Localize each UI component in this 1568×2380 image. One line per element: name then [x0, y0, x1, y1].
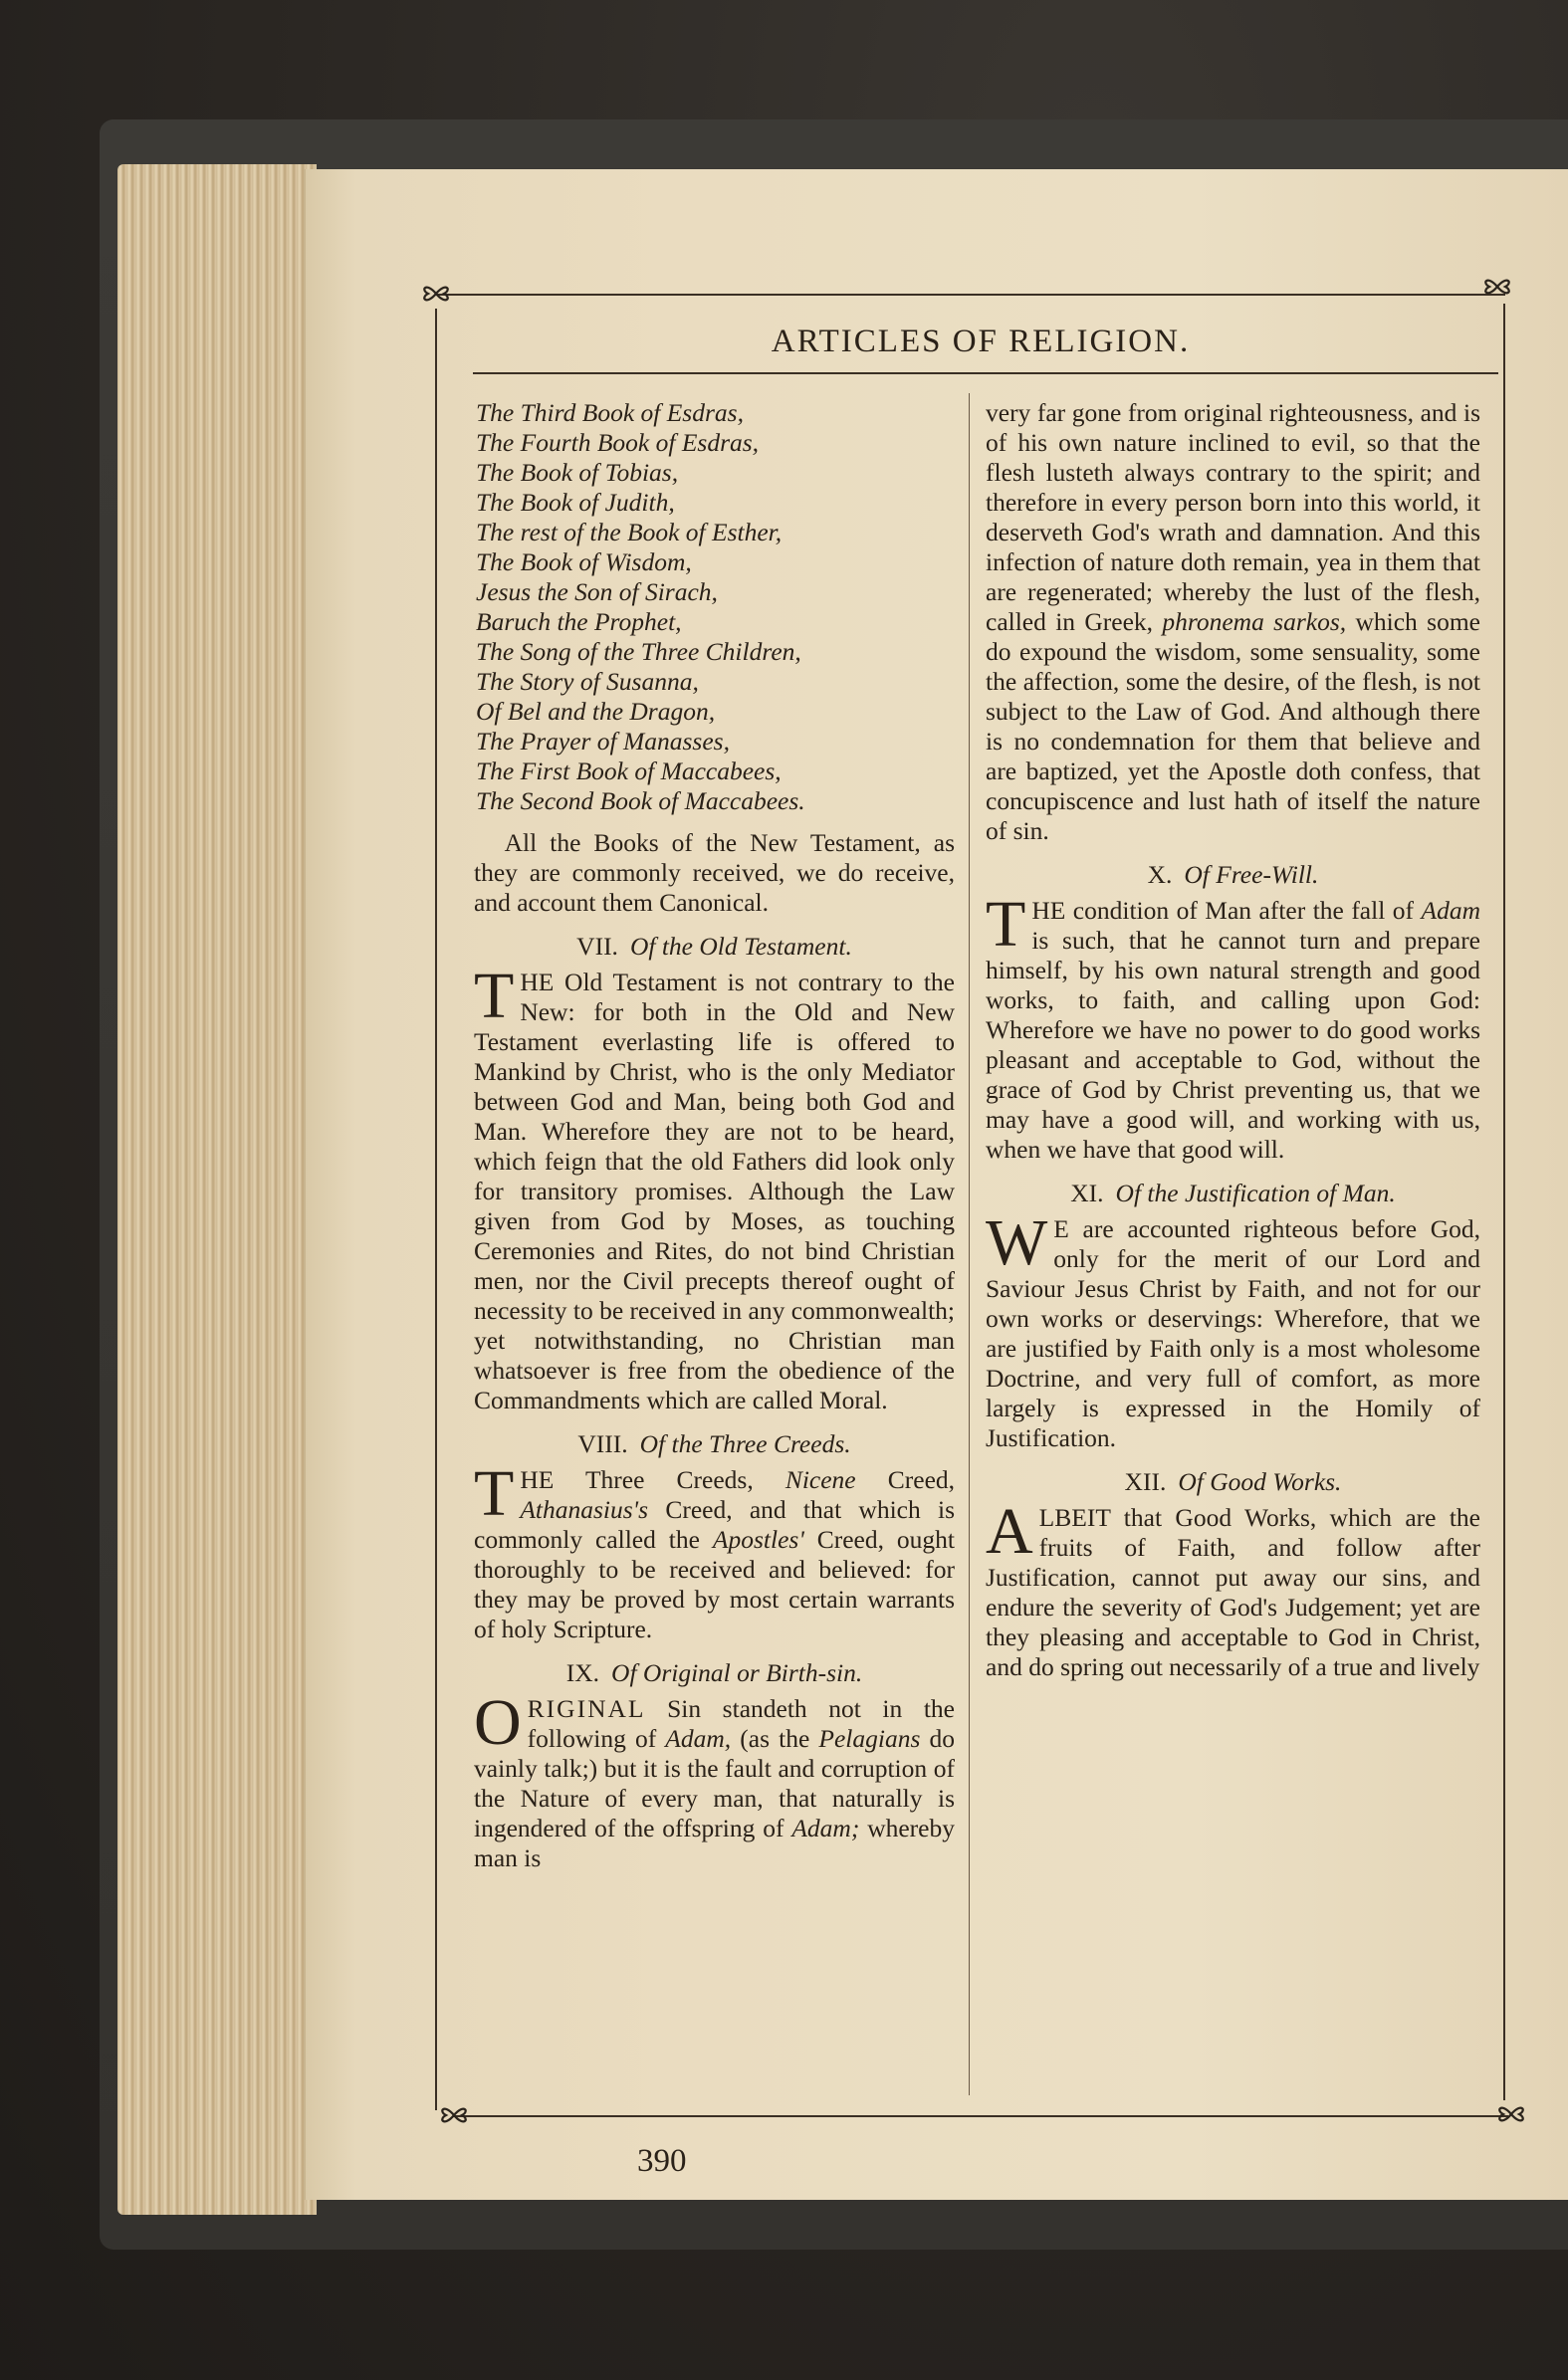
article-title: Of the Justification of Man. — [1115, 1179, 1396, 1207]
list-item: The Song of the Three Children, — [476, 637, 801, 666]
drop-cap: O — [474, 1686, 522, 1759]
frame-rule-top — [435, 294, 1505, 296]
article-12-text: ALBEIT that Good Works, which are the fruits of Faith, and follow after Justification, cannot put away our sins, and endure the severity of God's Judgement; yet are they pleasing and acceptable to God in Christ, and do spring out necessarily of a true and lively — [986, 1495, 1480, 1681]
article-title: Of the Three Creeds. — [639, 1429, 851, 1458]
page-edges — [117, 164, 317, 2215]
column-divider — [969, 393, 970, 2095]
list-item: The First Book of Maccabees, — [476, 757, 782, 785]
article-title: Of Original or Birth-sin. — [611, 1658, 863, 1687]
article-heading-7 — [474, 932, 955, 962]
article-number: IX. — [565, 1658, 600, 1687]
corner-ornament-icon — [418, 276, 454, 312]
list-item: Of Bel and the Dragon, — [476, 697, 716, 726]
article-number: VII. — [576, 932, 618, 961]
frame-rule-left — [435, 309, 437, 2110]
drop-cap: A — [986, 1495, 1033, 1568]
corner-ornament-icon — [1479, 269, 1515, 305]
article-title: Of Good Works. — [1178, 1467, 1342, 1496]
article-heading-9 — [474, 1658, 955, 1688]
new-testament-paragraph: All the Books of the New Testament, as they are commonly received, we do receive, and account them Canonical. — [474, 828, 955, 917]
article-title: Of the Old Testament. — [629, 932, 852, 961]
list-item: Jesus the Son of Sirach, — [476, 577, 718, 606]
running-header: ARTICLES OF RELIGION. — [771, 324, 1191, 359]
corner-ornament-icon — [1493, 2096, 1529, 2132]
corner-ornament-icon — [436, 2097, 472, 2133]
article-7-text: THE Old Testament is not contrary to the New: for both in the Old and New Testament everlasting life is offered to Mankind by Christ, who is the only Mediator between God and Man, being both God and Man. Wherefore they are not to be heard, which feign that the old Fathers did look only for transitory promises. Although the Law given from God by Moses, as touching Ceremonies and Rites, do not bind Christian men, nor the Civil precepts thereof ought of necessity to be received in any commonwealth; yet notwithstanding, no Christian man whatsoever is free from the obedience of the Commandments which are called Moral. — [474, 960, 955, 1414]
article-heading-8 — [474, 1429, 955, 1459]
article-heading-12 — [986, 1467, 1480, 1497]
list-item: The Book of Wisdom, — [476, 547, 692, 576]
page-number: 390 — [637, 2143, 687, 2179]
list-item: The Fourth Book of Esdras, — [476, 428, 760, 457]
article-number: XI. — [1070, 1179, 1104, 1207]
drop-cap: T — [474, 960, 515, 1032]
list-item: The Story of Susanna, — [476, 667, 699, 696]
list-item: The Prayer of Manasses, — [476, 727, 730, 756]
article-number: XII. — [1124, 1467, 1167, 1496]
article-11-text: W E are accounted righteous before God, only for the merit of our Lord and Saviour Jesus Christ by Faith, and not for our own works or deservings: Wherefore, that we are justified by Faith only is a most wholesome Doctrine, and very full of comfort, as more largely is expressed in the Homily of Justification. — [986, 1206, 1480, 1452]
apocrypha-list — [474, 398, 955, 816]
list-item: The rest of the Book of Esther, — [476, 518, 783, 546]
article-title: Of Free-Will. — [1184, 860, 1319, 889]
article-9-continued: very far gone from original righteousness, and is of his own nature inclined to evil, so that the flesh lusteth always contrary to the spirit; and therefore in every person born into this world, it deserveth God's wrath and damnation. And this infection of nature doth remain, yea in them that are regenerated; whereby the lust of the flesh, called in Greek, phronema sarkos, which some do expound the wisdom, some sensuality, some the affection, some the desire, of the flesh, is not subject to the Law of God. And although there is no condemnation for them that believe and are baptized, yet the Apostle doth confess, that concupiscence and lust hath of itself the nature of sin. — [986, 398, 1480, 845]
article-heading-11 — [986, 1179, 1480, 1208]
article-8-text: THE Three Creeds, Nicene Creed, Athanasius's Creed, and that which is commonly called the Apostles' Creed, ought thoroughly to be received and believed: for they may be proved by most certain warrants of holy Scripture. — [474, 1457, 956, 1643]
list-item: The Second Book of Maccabees. — [476, 786, 805, 815]
drop-cap: T — [474, 1457, 515, 1530]
drop-cap: W — [986, 1206, 1048, 1279]
article-9-text: ORIGINAL Sin standeth not in the following of Adam, (as the Pelagians do vainly talk;) but it is the fault and corruption of the Nature of every man, that naturally is ingendered of the offspring of Adam; whereby man is — [474, 1686, 955, 1872]
article-heading-10 — [986, 860, 1480, 890]
frame-rule-bottom — [453, 2115, 1508, 2117]
left-column — [474, 398, 955, 1873]
article-number: VIII. — [577, 1429, 628, 1458]
list-item: The Book of Tobias, — [476, 458, 679, 487]
list-item: The Book of Judith, — [476, 488, 675, 517]
header-rule — [473, 372, 1498, 374]
list-item: The Third Book of Esdras, — [476, 398, 744, 427]
right-column — [986, 398, 1480, 1682]
list-item: Baruch the Prophet, — [476, 607, 682, 636]
article-number: X. — [1147, 860, 1173, 889]
drop-cap: T — [986, 888, 1026, 961]
article-10-text: THE condition of Man after the fall of Adam is such, that he cannot turn and prepare himself, by his own natural strength and good works, to faith, and calling upon God: Wherefore we have no power to do good works pleasant and acceptable to God, without the grace of God by Christ preventing us, that we may have a good will, and working with us, when we have that good will. — [986, 888, 1480, 1164]
frame-rule-right — [1503, 304, 1505, 2100]
